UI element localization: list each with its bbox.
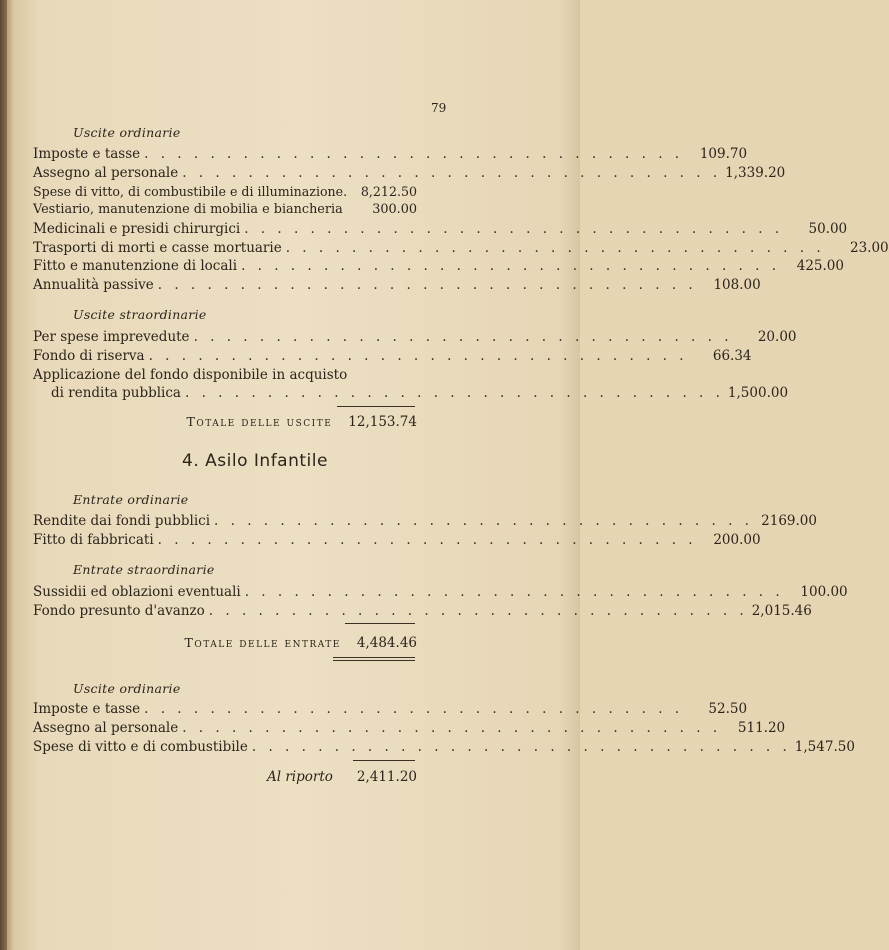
row-value: 1,547.50 (794, 739, 855, 755)
row-label: Trasporti di morti e casse mortuarie (33, 240, 282, 256)
heading-entrate-straordinarie: Entrate straordinarie (73, 562, 215, 577)
heading-uscite-straordinarie: Uscite straordinarie (73, 307, 207, 322)
ledger-row (33, 531, 761, 550)
leader-dots (140, 145, 687, 164)
riporto-label: Al riporto (266, 769, 333, 785)
ledger-row (33, 145, 748, 164)
sum-rule (345, 623, 415, 624)
row-label: Sussidii ed oblazioni eventuali (33, 584, 241, 600)
row-value: 66.34 (712, 348, 752, 364)
row-value: 108.00 (713, 277, 761, 293)
leader-dots (140, 700, 687, 719)
row-label: Rendite dai fondi pubblici (33, 513, 211, 529)
ledger-row (33, 276, 761, 295)
row-label: Imposte e tasse (33, 701, 141, 717)
leader-dots (240, 220, 787, 239)
sum-rule (353, 760, 415, 761)
book-spine (0, 0, 7, 950)
heading-uscite-ordinarie-2: Uscite ordinarie (73, 681, 181, 696)
row-label: Per spese imprevedute (33, 329, 190, 345)
ledger-row (33, 602, 812, 621)
total-value: 12,153.74 (348, 414, 417, 430)
row-value: 109.70 (699, 146, 748, 162)
row-label: Spese di vitto e di combustibile (33, 739, 248, 755)
row-label: Fondo di riserva (33, 348, 145, 364)
leader-dots (178, 719, 725, 738)
riporto-value: 2,411.20 (356, 769, 417, 785)
carry-forward (33, 768, 417, 787)
ledger-row (33, 583, 848, 602)
leader-dots (154, 531, 701, 550)
double-rule-top (333, 657, 415, 658)
row-label: Assegno al personale (33, 165, 179, 181)
section-title: 4. Asilo Infantile (182, 451, 328, 471)
ledger-row-line2 (51, 384, 789, 403)
row-value: 511.20 (737, 720, 786, 736)
page-number: 79 (431, 101, 447, 115)
ledger-row (33, 347, 752, 366)
ledger-row (33, 719, 786, 738)
ledger-row (33, 512, 817, 531)
row-value: 1,500.00 (727, 385, 789, 401)
ledger-row (33, 239, 889, 258)
ledger-row (33, 257, 844, 276)
ledger-row (33, 220, 848, 239)
leader-dots (241, 583, 788, 602)
leader-dots (154, 276, 701, 295)
leader-dots (248, 738, 795, 757)
row-value: 23.00 (849, 240, 889, 256)
leader-dots (210, 512, 757, 531)
total-uscite (33, 413, 417, 432)
row-label: Applicazione del fondo disponibile in acquisto (33, 367, 348, 383)
total-label: Totale delle uscite (186, 414, 333, 429)
row-label: Annualità passive (33, 277, 154, 293)
row-label: Vestiario, manutenzione di mobilia e biancheria (33, 202, 343, 217)
double-rule-bottom (333, 660, 415, 661)
total-label: Totale delle entrate (184, 635, 341, 650)
leader-dots (282, 239, 829, 258)
row-label: Spese di vitto, di combustibile e di illuminazione. (33, 184, 348, 199)
row-value: 2,015.46 (751, 603, 812, 619)
row-value: 8,212.50 (360, 184, 417, 199)
row-value: 2169.00 (761, 513, 817, 529)
total-value: 4,484.46 (356, 635, 417, 651)
leader-dots (178, 164, 725, 183)
row-value: 300.00 (372, 202, 417, 217)
ledger-row (33, 183, 417, 202)
leader-dots (145, 347, 692, 366)
row-label: Medicinali e presidi chirurgici (33, 221, 241, 237)
sum-rule (337, 406, 415, 407)
ledger-row-line1 (33, 366, 417, 385)
row-label: Assegno al personale (33, 720, 179, 736)
ledger-row (33, 201, 417, 220)
heading-uscite-ordinarie: Uscite ordinarie (73, 125, 181, 140)
ledger-row (33, 164, 786, 183)
ledger-row (33, 328, 797, 347)
total-entrate (33, 634, 417, 653)
row-value: 1,339.20 (725, 165, 786, 181)
heading-entrate-ordinarie: Entrate ordinarie (73, 492, 189, 507)
leader-dots (190, 328, 737, 347)
row-label: Fitto di fabbricati (33, 532, 154, 548)
row-label: Fitto e manutenzione di locali (33, 258, 238, 274)
row-value: 200.00 (713, 532, 761, 548)
row-label: di rendita pubblica (51, 385, 181, 401)
leader-dots (181, 384, 728, 403)
leader-dots (237, 257, 784, 276)
row-value: 20.00 (757, 329, 797, 345)
row-value: 100.00 (800, 584, 848, 600)
ledger-row (33, 738, 855, 757)
row-value: 50.00 (808, 221, 848, 237)
row-value: 425.00 (796, 258, 844, 274)
row-label: Fondo presunto d'avanzo (33, 603, 205, 619)
row-label: Imposte e tasse (33, 146, 141, 162)
row-value: 52.50 (708, 701, 748, 717)
leader-dots (205, 602, 752, 621)
ledger-row (33, 700, 748, 719)
